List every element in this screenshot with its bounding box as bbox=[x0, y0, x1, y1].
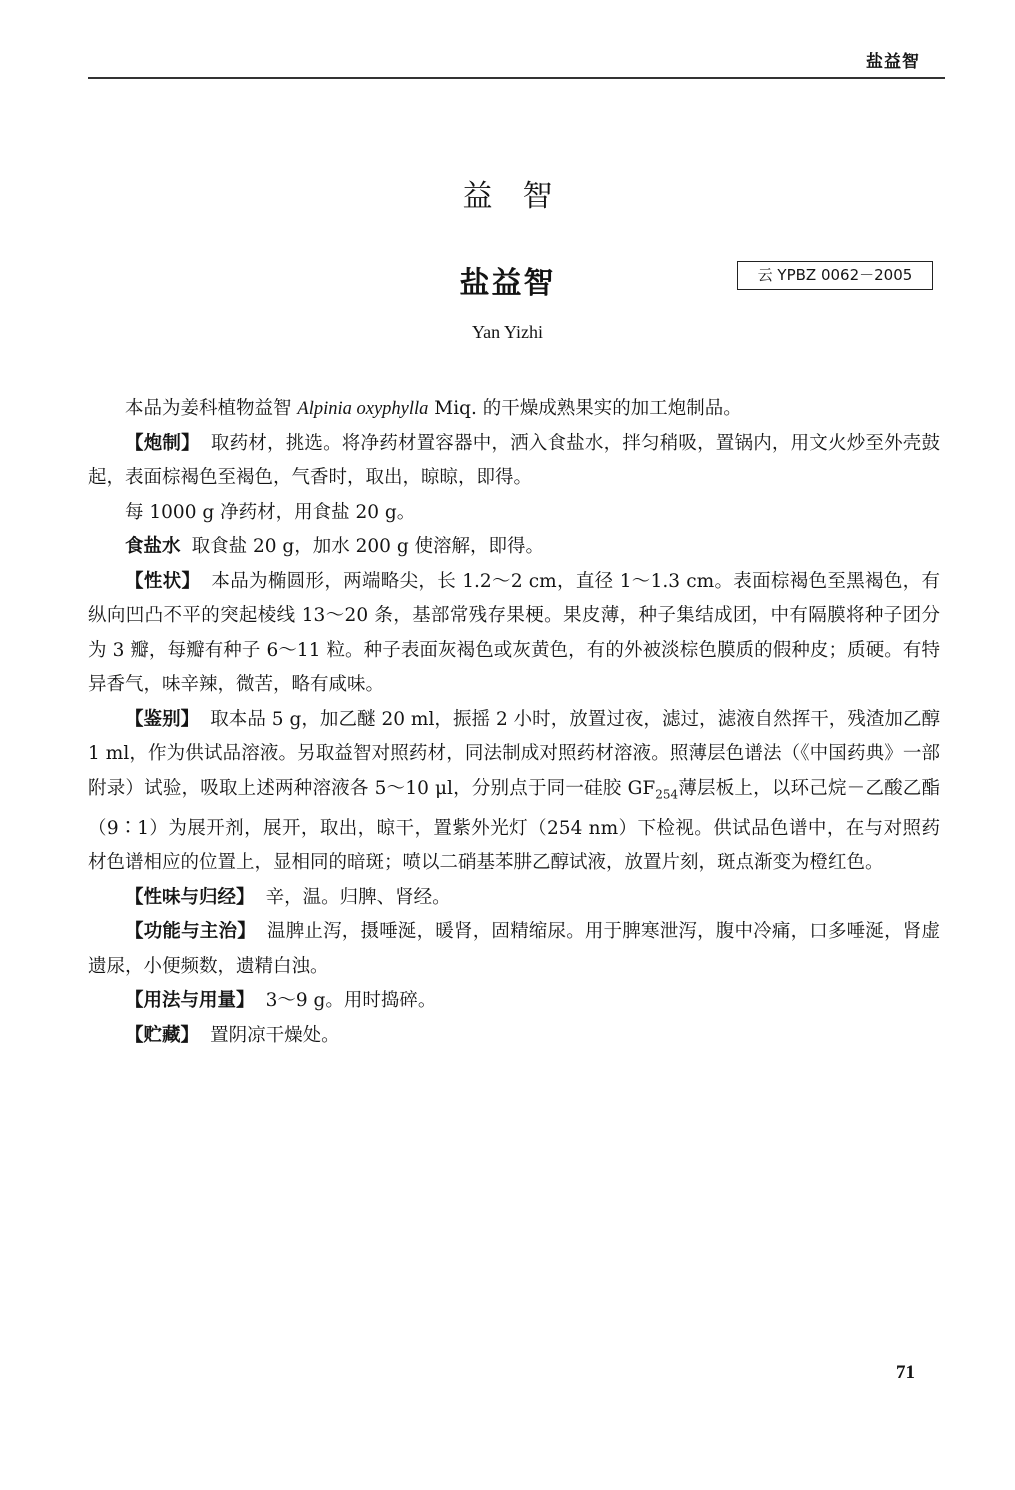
running-header-title: 盐益智 bbox=[866, 52, 920, 72]
intro-paragraph bbox=[88, 392, 940, 427]
pinyin-title: Yan Yizhi bbox=[471, 322, 543, 342]
functions-paragraph bbox=[88, 915, 940, 984]
usage-label: 【用法与用量】 bbox=[125, 990, 255, 1012]
processing-label: 【炮制】 bbox=[125, 432, 200, 454]
usage-paragraph bbox=[88, 984, 940, 1019]
functions-label: 【功能与主治】 bbox=[125, 921, 256, 943]
salt-water-paragraph bbox=[88, 530, 940, 565]
usage-text: 3～9 g。用时捣碎。 bbox=[265, 990, 437, 1012]
salt-water-text: 取食盐 20 g，加水 200 g 使溶解，即得。 bbox=[191, 536, 545, 557]
dosage-note-paragraph: 每 1000 g 净药材，用食盐 20 g。 bbox=[125, 501, 416, 523]
salt-water-label: 食盐水 bbox=[125, 536, 181, 557]
identification-paragraph bbox=[88, 703, 940, 881]
storage-label: 【贮藏】 bbox=[125, 1024, 200, 1046]
identification-subscript: 254 bbox=[655, 787, 679, 802]
nature-meridian-text: 辛，温。归脾、肾经。 bbox=[265, 886, 451, 908]
processing-text: 取药材，挑选。将净药材置容器中，洒入食盐水，拌匀稍吸，置锅内，用文火炒至外壳鼓起，表面棕褐色至褐色，气香时，取出，晾晾，即得。 bbox=[88, 432, 940, 488]
storage-text: 置阴凉干燥处。 bbox=[210, 1024, 340, 1046]
characteristics-text: 本品为椭圆形，两端略尖，长 1.2～2 cm，直径 1～1.3 cm。表面棕褐色至黑褐色，有纵向凹凸不平的突起棱线 13～20 条，基部常残存果梗。果皮薄，种子集结成团，中有隔膜将种子团分为 3 瓣，每瓣有种子 6～11 粒。种子表面灰褐色或灰黄色，有的外被淡棕色膜质的假种皮；质硬。有特异香气，味辛辣，微苦，略有咸味。 bbox=[88, 570, 940, 695]
page-number: 71 bbox=[896, 1362, 915, 1383]
main-title: 益智 bbox=[462, 179, 583, 214]
nature-meridian-label: 【性味与归经】 bbox=[125, 886, 255, 908]
identification-text-after: 薄层板上，以环己烷－乙酸乙酯（9∶1）为展开剂，展开，取出，晾干，置紫外光灯（254 nm）下检视。供试品色谱中，在与对照药材色谱相应的位置上，显相同的暗斑；喷以二硝基苯肼乙醇试液，放置片刻，斑点渐变为橙红色。 bbox=[88, 777, 940, 874]
characteristics-paragraph bbox=[88, 565, 940, 703]
characteristics-label: 【性状】 bbox=[125, 570, 201, 592]
identification-label: 【鉴别】 bbox=[125, 708, 200, 730]
latin-name: Alpinia oxyphylla bbox=[297, 399, 429, 419]
functions-text: 温脾止泻，摄唾涎，暖肾，固精缩尿。用于脾寒泄泻，腹中冷痛，口多唾涎，肾虚遗尿，小便频数，遗精白浊。 bbox=[88, 921, 940, 977]
sub-title: 盐益智 bbox=[459, 266, 556, 301]
storage-paragraph bbox=[88, 1019, 940, 1054]
nature-meridian-paragraph bbox=[88, 881, 940, 916]
monograph-body bbox=[88, 392, 940, 1053]
header-rule bbox=[88, 77, 945, 79]
standard-code-box: 云 YPBZ 0062－2005 bbox=[737, 261, 933, 290]
processing-paragraph bbox=[88, 427, 940, 496]
intro-text-after: Miq. 的干燥成熟果实的加工炮制品。 bbox=[428, 398, 742, 419]
identification-text-before: 取本品 5 g，加乙醚 20 ml，振摇 2 小时，放置过夜，滤过，滤液自然挥干，残渣加乙醇 1 ml，作为供试品溶液。另取益智对照药材，同法制成对照药材溶液。照薄层色谱法（《中国药典》一部附录）试验，吸取上述两种溶液各 5～10 μl，分别点于同一硅胶 GF bbox=[88, 708, 940, 799]
intro-text-before: 本品为姜科植物益智 bbox=[125, 398, 298, 419]
